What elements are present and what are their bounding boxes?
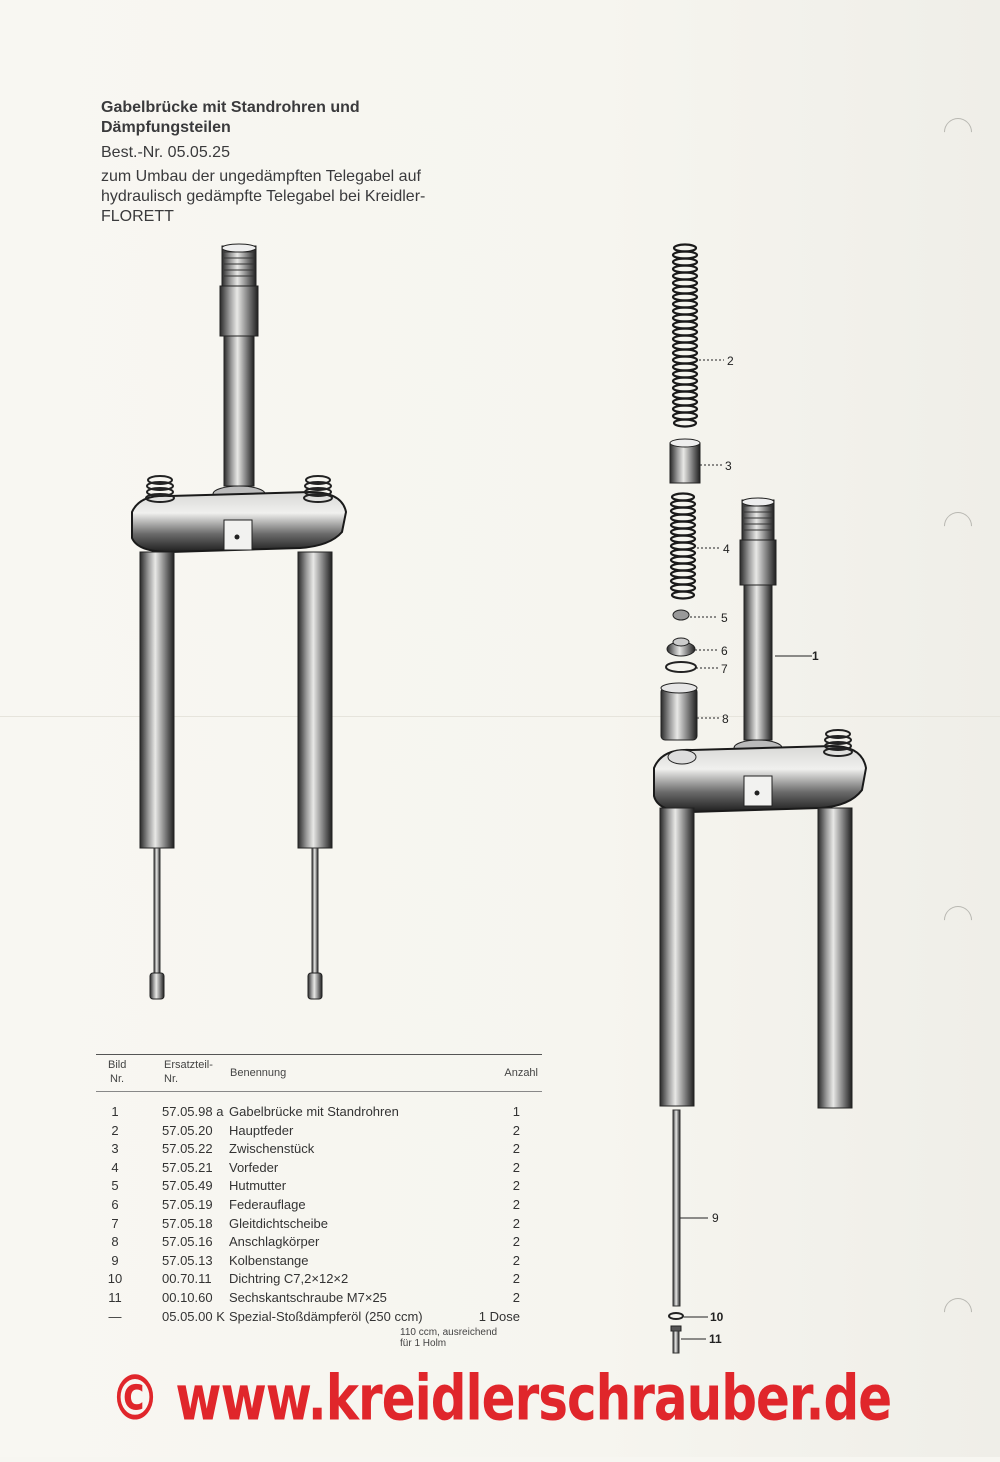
- cell-bild: 10: [107, 1271, 123, 1287]
- cell-bild: 7: [111, 1215, 119, 1231]
- callout-8: 8: [722, 712, 729, 726]
- callout-2: 2: [727, 354, 734, 368]
- table-header: [96, 1055, 542, 1091]
- cell-name: Hauptfeder: [229, 1122, 294, 1138]
- cell-name: Vorfeder: [229, 1159, 279, 1175]
- cell-name: Federauflage: [229, 1196, 306, 1212]
- header-ersatzteil: Ersatzteil-: [164, 1059, 213, 1071]
- cell-bild: 1: [111, 1104, 119, 1119]
- note-line-2: für 1 Holm: [400, 1338, 447, 1350]
- callout-10: 10: [710, 1310, 724, 1324]
- cell-bild: 2: [111, 1122, 119, 1138]
- header-anzahl: Anzahl: [504, 1067, 538, 1079]
- note-line-1: 110 ccm, ausreichend: [400, 1327, 498, 1339]
- table-row: [96, 1158, 542, 1177]
- table-row: [96, 1251, 542, 1270]
- callout-4: 4: [723, 542, 730, 556]
- order-number: Best.-Nr. 05.05.25: [101, 144, 230, 161]
- callout-9: 9: [712, 1211, 719, 1225]
- cell-name: Spezial-Stoßdämpferöl (250 ccm): [229, 1308, 423, 1324]
- callout-1: 1: [812, 649, 819, 663]
- table-row: [96, 1232, 542, 1251]
- callout-6: 6: [721, 644, 728, 658]
- cell-name: Gleitdichtscheibe: [229, 1215, 328, 1231]
- table-row: [96, 1288, 542, 1307]
- cell-part-number: 57.05.49: [162, 1178, 213, 1194]
- table-body: [96, 1102, 542, 1325]
- cell-bild: 5: [111, 1178, 119, 1194]
- assembled-fork: [132, 244, 346, 999]
- table-row: [96, 1139, 542, 1158]
- cell-name: Zwischenstück: [229, 1141, 315, 1157]
- cell-bild: 3: [111, 1141, 119, 1157]
- cell-quantity: 2: [512, 1178, 520, 1194]
- title-line-1: Gabelbrücke mit Standrohren und: [101, 99, 360, 116]
- exploded-fork: [654, 245, 866, 1354]
- description-line-2: hydraulisch gedämpfte Telegabel bei Kreidler-: [101, 188, 426, 205]
- callout-7: 7: [721, 662, 728, 676]
- header-bild-nr: Nr.: [110, 1073, 125, 1085]
- cell-part-number: 05.05.00 K: [162, 1308, 225, 1324]
- cell-part-number: 57.05.21: [162, 1159, 213, 1175]
- cell-bild: 9: [111, 1252, 119, 1268]
- cell-quantity: 2: [512, 1215, 520, 1231]
- pre-spring: [671, 494, 695, 599]
- cell-name: Gabelbrücke mit Standrohren: [229, 1104, 399, 1119]
- cell-name: Anschlagkörper: [229, 1234, 320, 1250]
- cell-quantity: 2: [512, 1271, 520, 1287]
- callout-11: 11: [709, 1332, 722, 1346]
- header-benennung: Benennung: [230, 1067, 287, 1079]
- copyright-watermark: © www.kreidlerschrauber.de: [110, 1362, 892, 1435]
- callout-3: 3: [725, 459, 732, 473]
- header-bild: Bild: [108, 1059, 127, 1071]
- cell-part-number: 00.10.60: [162, 1289, 213, 1305]
- cell-quantity: 2: [512, 1196, 520, 1212]
- cell-part-number: 57.05.19: [162, 1196, 213, 1212]
- table-row: [96, 1176, 542, 1195]
- cell-part-number: 57.05.18: [162, 1215, 213, 1231]
- cell-bild: 4: [111, 1159, 119, 1175]
- cell-bild: 6: [111, 1196, 119, 1212]
- cell-bild: —: [108, 1308, 122, 1324]
- table-row: [96, 1121, 542, 1140]
- cell-quantity: 2: [512, 1159, 520, 1175]
- cell-quantity: 2: [512, 1289, 520, 1305]
- cell-name: Hutmutter: [229, 1178, 287, 1194]
- description-line-3: FLORETT: [101, 208, 174, 225]
- table-row: [96, 1214, 542, 1233]
- description-line-1: zum Umbau der ungedämpften Telegabel auf: [101, 168, 421, 185]
- cell-bild: 8: [111, 1234, 119, 1250]
- header-ersatzteil-nr: Nr.: [164, 1073, 179, 1085]
- cell-bild: 11: [108, 1289, 122, 1305]
- cell-name: Kolbenstange: [229, 1252, 309, 1268]
- table-row: [96, 1307, 542, 1326]
- table-row: [96, 1269, 542, 1288]
- cell-part-number: 57.05.98 a: [162, 1104, 224, 1119]
- table-row: [96, 1102, 542, 1121]
- cell-part-number: 57.05.22: [162, 1141, 213, 1157]
- cell-part-number: 57.05.13: [162, 1252, 213, 1268]
- cell-quantity: 1: [512, 1104, 520, 1119]
- cell-quantity: 2: [512, 1252, 520, 1268]
- table-note: [96, 1325, 542, 1351]
- cell-quantity: 2: [512, 1234, 520, 1250]
- cell-quantity: 2: [512, 1122, 520, 1138]
- table-row: [96, 1195, 542, 1214]
- cell-quantity: 2: [512, 1141, 520, 1157]
- cell-name: Dichtring C7,2×12×2: [229, 1271, 349, 1287]
- parts-table: [96, 1054, 542, 1351]
- cell-name: Sechskantschraube M7×25: [229, 1289, 387, 1305]
- cell-part-number: 57.05.16: [162, 1234, 213, 1250]
- cell-part-number: 00.70.11: [162, 1271, 212, 1287]
- cell-quantity: 1 Dose: [478, 1308, 520, 1324]
- cell-part-number: 57.05.20: [162, 1122, 213, 1138]
- callout-5: 5: [721, 611, 728, 625]
- title-line-2: Dämpfungsteilen: [101, 119, 231, 136]
- main-spring: [673, 245, 697, 427]
